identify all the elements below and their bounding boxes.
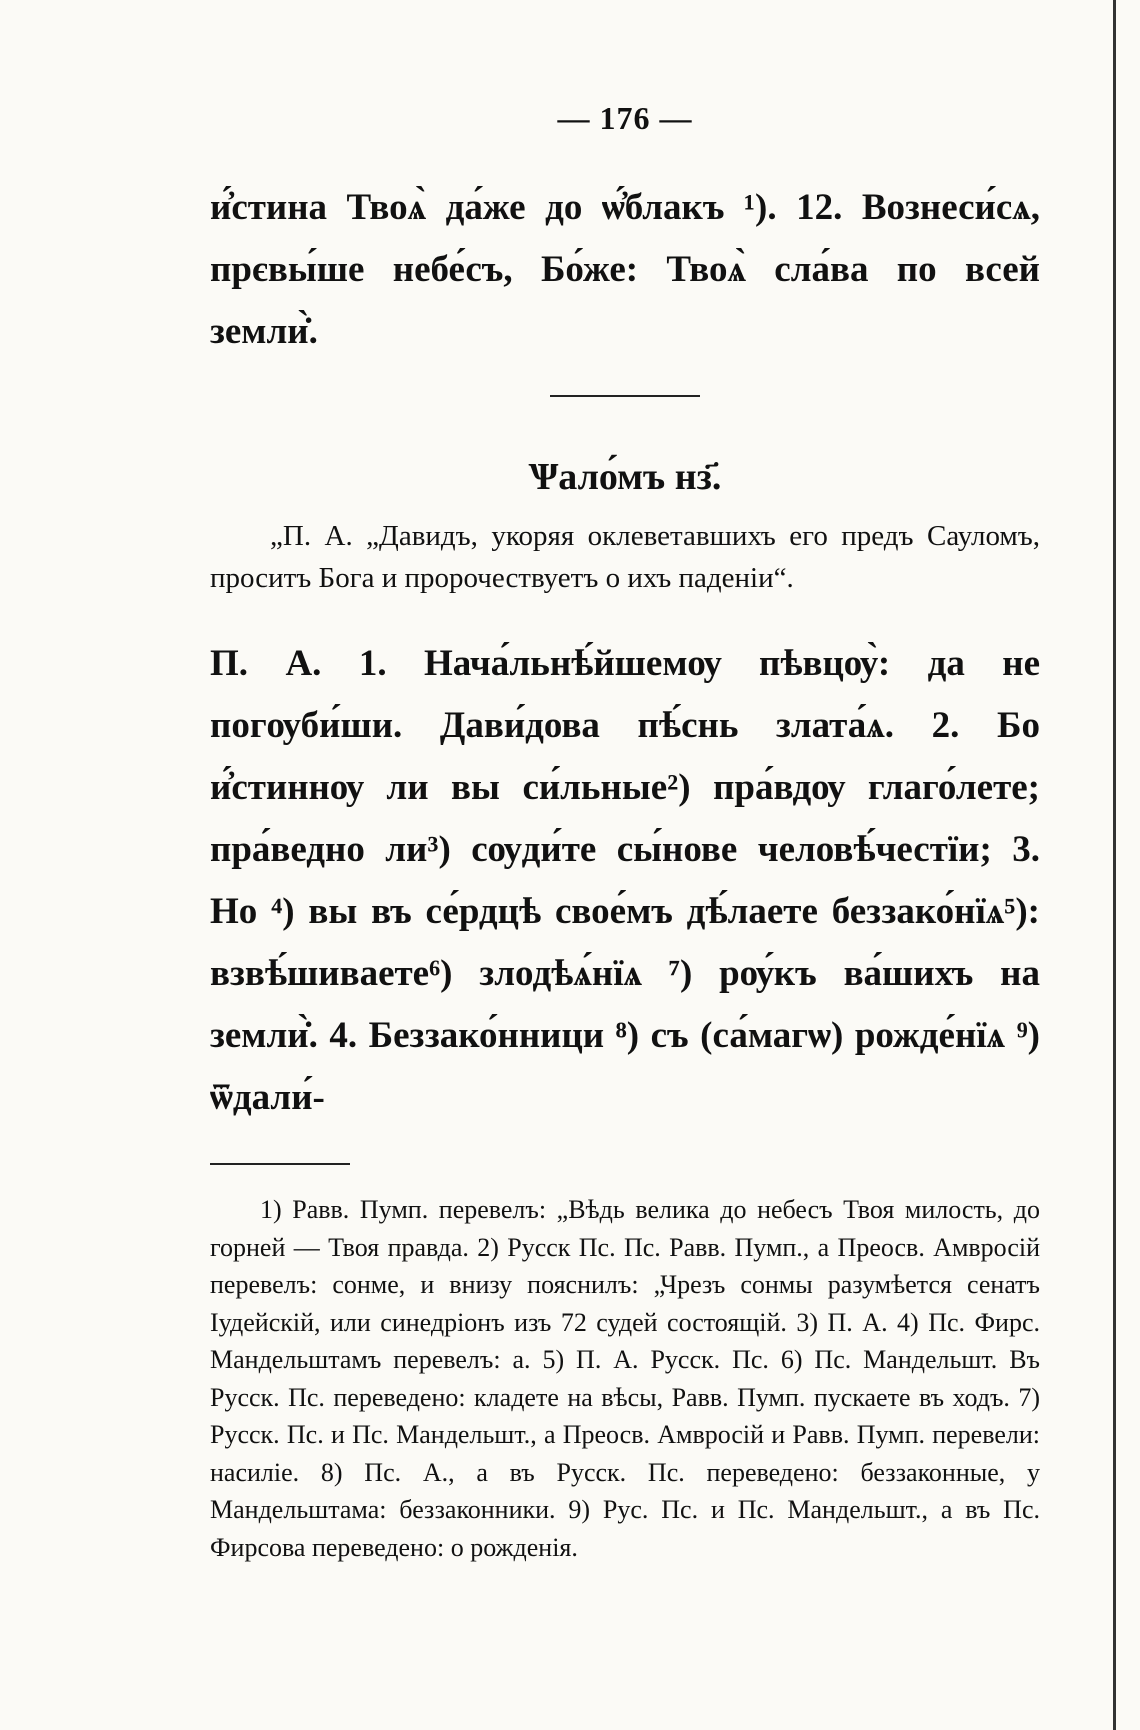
psalm-heading: Ѱало́мъ нз҃. — [528, 456, 722, 498]
psalm-introduction: „П. А. „Давидъ, укоряя оклеветавшихъ его предъ Сауломъ, проситъ Бога и пророчествуетъ о ихъ паденіи“. — [210, 520, 1040, 594]
page-number: — 176 — — [557, 100, 693, 136]
psalm-text-continuation: и҆́стина Твоѧ̀ да́же до ѡ҆́блакъ ¹). 12. Вознеси́сѧ, прєвы́ше небе́съ, Бо́же: Твоѧ̀ сла́ва по всей земли̇̀. — [210, 187, 1040, 352]
footnote-divider — [210, 1163, 350, 1165]
footnotes: 1) Равв. Пумп. перевелъ: „Вѣдь велика до небесъ Твоя милость, до горней — Твоя правда. 2) Русск Пс. Пс. Равв. Пумп., а Преосв. Амвросій перевелъ: сонме, и внизу пояснилъ: „Чрезъ сонмы разумѣется сенатъ Іудейскій, или синедріонъ изъ 72 судей состоящій. 3) П. А. 4) Пс. Фирс. Мандельштамъ перевелъ: а. 5) П. А. Русск. Пс. 6) Пс. Мандельшт. Въ Русск. Пс. переведено: кладете на вѣсы, Равв. Пумп. пускаете въ ходъ. 7) Русск. Пс. и Пс. Мандельшт., а Преосв. Амвросій и Равв. Пумп. перевели: насиліе. 8) Пс. А., а въ Русск. Пс. переведено: беззаконные, у Мандельштама: беззаконники. 9) Рус. Пс. и Пс. Мандельшт., а въ Пс. Фирсова переведено: о рожденія. — [210, 1195, 1040, 1562]
section-divider — [550, 395, 700, 397]
psalm-verses: П. А. 1. Нача́льнѣ́йшемѹ пѣвцѹ̀: да не погѹби́ши. Дави́дова пѣ́снь злата́ѧ. 2. Бо и҆́стиннѹ ли вы си́льные²) пра́вдѹ глаго́лете; пра́ведно ли³) сѹди́те сы́нове человѣ́честїи; 3. Но ⁴) вы въ се́рдцѣ свое́мъ дѣ́лаете беззако́нїѧ⁵): взвѣ́шиваете⁶) злодѣѧ́нїѧ ⁷) рѹ́къ ва́шихъ на земли̇̀. 4. Беззако́нници ⁸) съ (са́магѡ) рожде́нїѧ ⁹) ѿдали́- — [210, 643, 1040, 1118]
page-edge-line — [1113, 0, 1116, 1730]
book-page — [210, 100, 1040, 1566]
